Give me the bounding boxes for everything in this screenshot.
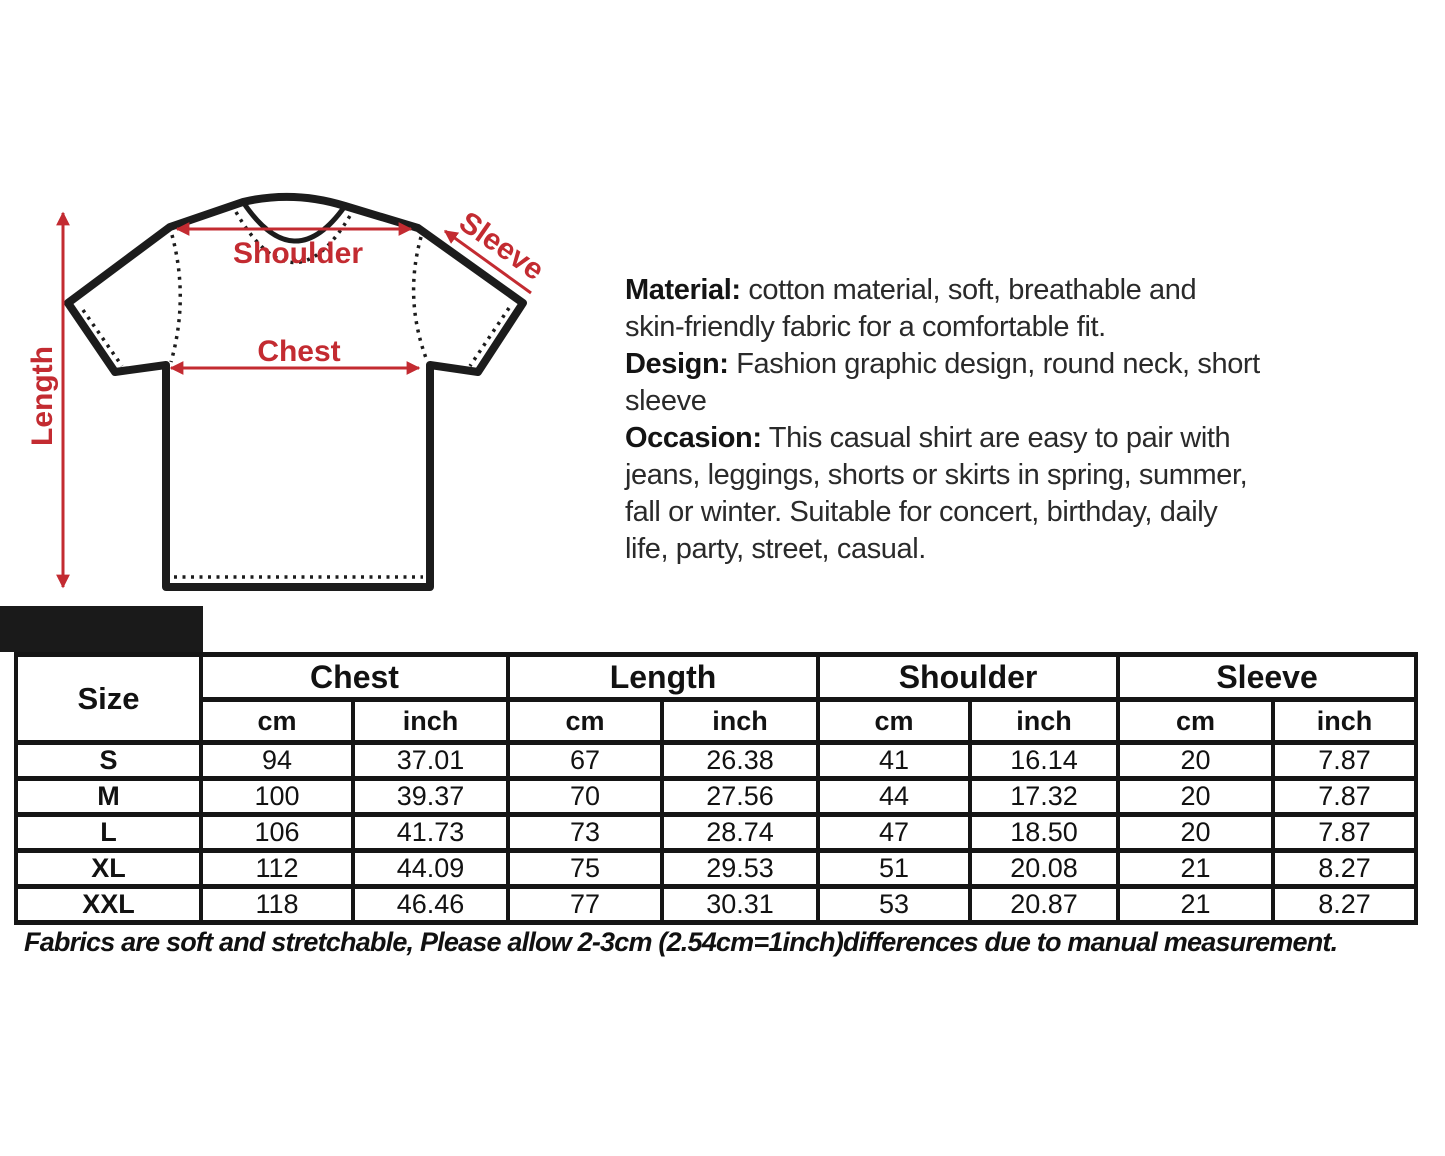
column-group-header-sleeve: Sleeve [1118, 655, 1416, 700]
value-cell: 21 [1118, 851, 1273, 887]
unit-header-inch: inch [353, 700, 508, 743]
value-cell: 41.73 [353, 815, 508, 851]
length-label: Length [26, 346, 59, 446]
value-cell: 46.46 [353, 887, 508, 923]
value-cell: 51 [818, 851, 970, 887]
value-cell: 44 [818, 779, 970, 815]
description-line: sleeve [625, 385, 707, 417]
unit-header-cm: cm [201, 700, 353, 743]
column-group-header-length: Length [508, 655, 818, 700]
value-cell: 53 [818, 887, 970, 923]
value-cell: 37.01 [353, 743, 508, 779]
value-cell: 70 [508, 779, 662, 815]
table-row-xl [16, 851, 1416, 887]
redacted-label-block [0, 606, 203, 652]
value-cell: 20.87 [970, 887, 1118, 923]
unit-header-cm: cm [818, 700, 970, 743]
value-cell: 75 [508, 851, 662, 887]
value-cell: 67 [508, 743, 662, 779]
description-line: Occasion: This casual shirt are easy to pair with [625, 422, 1231, 454]
value-cell: 28.74 [662, 815, 818, 851]
value-cell: 30.31 [662, 887, 818, 923]
value-cell: 77 [508, 887, 662, 923]
unit-header-cm: cm [1118, 700, 1273, 743]
value-cell: 21 [1118, 887, 1273, 923]
size-cell: S [16, 743, 201, 779]
size-cell: XXL [16, 887, 201, 923]
table-row-m [16, 779, 1416, 815]
description-line: Material: cotton material, soft, breathable and [625, 274, 1197, 306]
unit-header-cm: cm [508, 700, 662, 743]
size-cell: M [16, 779, 201, 815]
description-line: life, party, street, casual. [625, 533, 926, 565]
unit-header-inch: inch [662, 700, 818, 743]
value-cell: 20 [1118, 743, 1273, 779]
size-table-head [16, 655, 1416, 743]
value-cell: 20.08 [970, 851, 1118, 887]
value-cell: 94 [201, 743, 353, 779]
value-cell: 18.50 [970, 815, 1118, 851]
value-cell: 7.87 [1273, 779, 1416, 815]
value-cell: 26.38 [662, 743, 818, 779]
footnote: Fabrics are soft and stretchable, Please allow 2-3cm (2.54cm=1inch)differences due to manual measurement. [24, 927, 1338, 957]
column-group-header-shoulder: Shoulder [818, 655, 1118, 700]
unit-header-inch: inch [970, 700, 1118, 743]
value-cell: 29.53 [662, 851, 818, 887]
value-cell: 7.87 [1273, 743, 1416, 779]
table-row-xxl [16, 887, 1416, 923]
size-table [14, 652, 1418, 925]
tshirt-measurement-diagram [0, 150, 600, 620]
size-cell: L [16, 815, 201, 851]
value-cell: 73 [508, 815, 662, 851]
unit-header-inch: inch [1273, 700, 1416, 743]
description-line: Design: Fashion graphic design, round neck, short [625, 348, 1260, 380]
value-cell: 17.32 [970, 779, 1118, 815]
size-column-header: Size [16, 655, 201, 743]
value-cell: 47 [818, 815, 970, 851]
size-cell: XL [16, 851, 201, 887]
value-cell: 8.27 [1273, 887, 1416, 923]
table-row-s [16, 743, 1416, 779]
value-cell: 20 [1118, 815, 1273, 851]
shoulder-label: Shoulder [232, 237, 364, 270]
value-cell: 39.37 [353, 779, 508, 815]
value-cell: 8.27 [1273, 851, 1416, 887]
description-line: jeans, leggings, shorts or skirts in spring, summer, [625, 459, 1248, 491]
sleeve-label: Sleeve [453, 205, 550, 288]
value-cell: 20 [1118, 779, 1273, 815]
description-line: fall or winter. Suitable for concert, birthday, daily [625, 496, 1218, 528]
value-cell: 106 [201, 815, 353, 851]
size-table-body [16, 743, 1416, 923]
value-cell: 16.14 [970, 743, 1118, 779]
value-cell: 7.87 [1273, 815, 1416, 851]
column-group-header-chest: Chest [201, 655, 508, 700]
table-row-l [16, 815, 1416, 851]
value-cell: 27.56 [662, 779, 818, 815]
value-cell: 100 [201, 779, 353, 815]
value-cell: 118 [201, 887, 353, 923]
chest-label: Chest [257, 335, 341, 368]
description-line: skin-friendly fabric for a comfortable fit. [625, 311, 1106, 343]
value-cell: 44.09 [353, 851, 508, 887]
description [625, 272, 1365, 568]
value-cell: 41 [818, 743, 970, 779]
value-cell: 112 [201, 851, 353, 887]
